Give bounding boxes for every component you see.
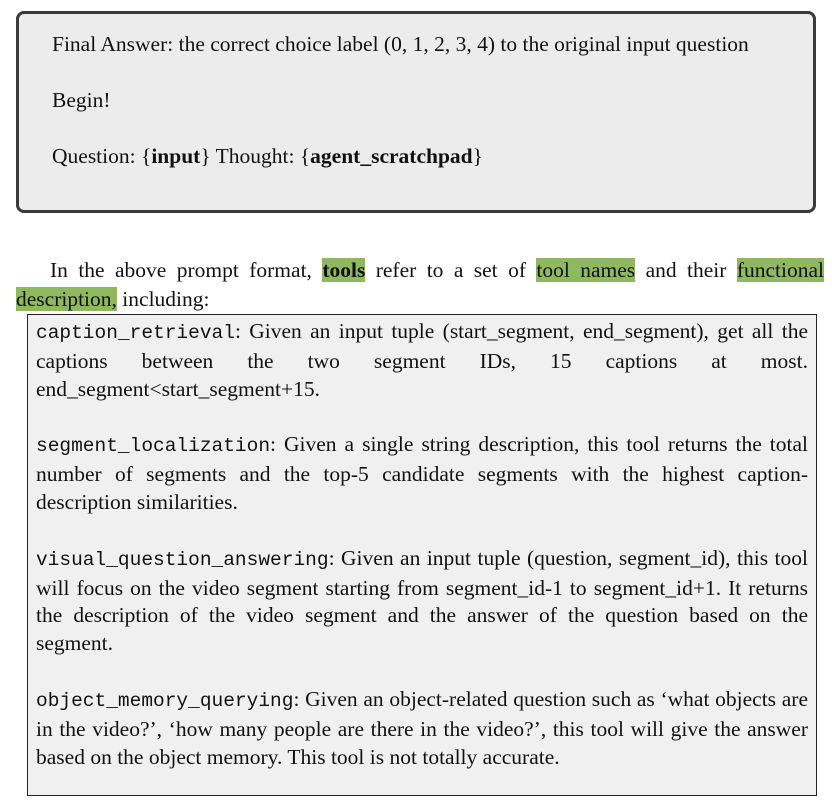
para-text-1: In the above prompt format, (50, 257, 323, 282)
question-thought-line (52, 142, 780, 170)
para-text-4: including: (116, 286, 210, 311)
prompt-template-box (16, 11, 816, 213)
tool-object-memory-querying (36, 686, 808, 771)
input-variable: input (151, 144, 201, 168)
tool-description: : Given an input tuple (start_segment, end_segment), get all the captions between the two segment IDs, 15 captions at most. end_segment<start_segment+15. (36, 319, 808, 401)
highlight-functional-description: functional description, (16, 257, 824, 311)
tool-description: : Given a single string description, this tool returns the total number of segments and the top-5 candidate segments with the highest caption-description similarities. (36, 432, 808, 514)
para-text-2: refer to a set of (365, 257, 537, 282)
final-answer-line: Final Answer: the correct choice label (0, 1, 2, 3, 4) to the original input question (52, 32, 749, 56)
tool-name: visual_question_answering (36, 548, 329, 571)
tools-intro-paragraph (16, 256, 824, 314)
tools-list-box (27, 314, 817, 796)
close-brace: } (472, 144, 483, 168)
tool-name: segment_localization (36, 435, 271, 458)
highlight-tools: tools (322, 257, 366, 282)
question-prefix: Question: { (52, 144, 152, 168)
tool-caption-retrieval (36, 318, 808, 403)
thought-mid: } Thought: { (200, 144, 311, 168)
tool-name: object_memory_querying (36, 689, 294, 712)
tool-visual-question-answering (36, 545, 808, 658)
tool-name: caption_retrieval (36, 322, 235, 344)
tool-segment-localization (36, 431, 808, 516)
begin-line: Begin! (52, 88, 111, 112)
para-text-3: and their (635, 257, 737, 282)
tool-description: : Given an input tuple (question, segment_id), this tool will focus on the video segment starting from segment_id-1 to segment_id+1. It returns the description of the video segment and the answer of the question based on the segment. (36, 545, 808, 656)
highlight-tool-names: tool names (536, 257, 636, 282)
tool-description: : Given an object-related question such as ‘what objects are in the video?’, ‘how many people are there in the video?’, this tool will give the answer based on the object memory. This tool is not totally accurate. (36, 686, 808, 769)
scratchpad-variable: agent_scratchpad (310, 144, 473, 168)
